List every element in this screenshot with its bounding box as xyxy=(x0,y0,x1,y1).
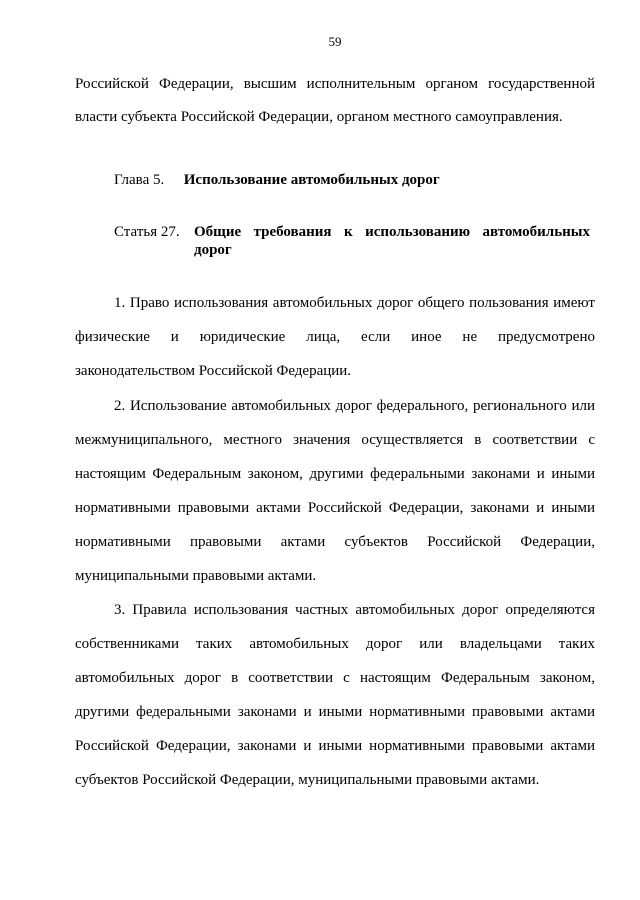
continuation-text: Российской Федерации, высшим исполнительным органом государственной власти субъекта Российской Федерации, органом местного самоуправления. xyxy=(75,76,595,125)
chapter-label: Глава 5. xyxy=(114,172,165,188)
article-label: Статья 27. xyxy=(114,224,180,240)
paragraph-2: 2. Использование автомобильных дорог федерального, регионального или межмуниципального, местного значения осуществляется в соответствии с настоящим Федеральным законом, другими федеральными законами и иными нормативными правовыми актами Российской Федерации, законами и иными нормативными правовыми актами субъектов Российской Федерации, муниципальными правовыми актами. xyxy=(75,398,595,584)
chapter-title: Использование автомобильных дорог xyxy=(183,172,440,188)
article-heading xyxy=(114,223,594,259)
paragraph-3: 3. Правила использования частных автомобильных дорог определяются собственниками таких автомобильных дорог или владельцами таких автомобильных дорог в соответствии с настоящим Федеральным законом, другими федеральными законами и иными нормативными правовыми актами Российской Федерации, законами и иными нормативными правовыми актами субъектов Российской Федерации, муниципальными правовыми актами. xyxy=(75,602,595,788)
article-title: Общие требования к использованию автомобильных дорог xyxy=(194,224,590,258)
page-number: 59 xyxy=(328,34,342,49)
chapter-heading xyxy=(114,170,440,190)
paragraph-1: 1. Право использования автомобильных дорог общего пользования имеют физические и юридические лица, если иное не предусмотрено законодательством Российской Федерации. xyxy=(75,295,595,379)
